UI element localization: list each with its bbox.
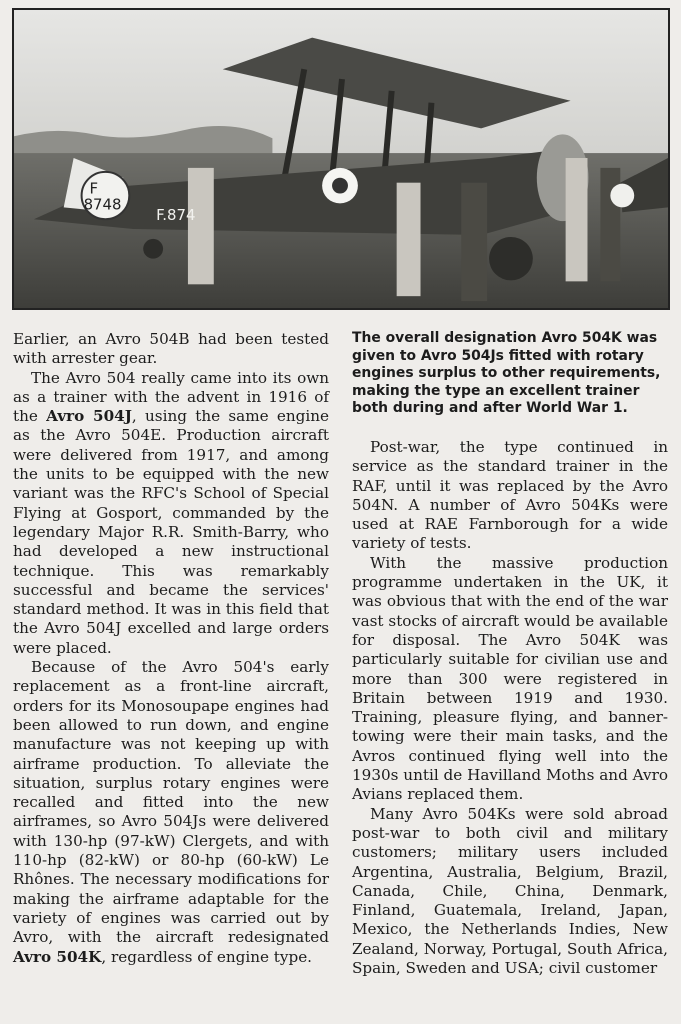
photo-caption: The overall designation Avro 504K was given to Avro 504Js fitted with rotary engines surplus to other requirements, making the type an excellent trainer both during and after World War 1.	[352, 330, 661, 417]
paragraph-avro-504k: Because of the Avro 504's early replacement as a front-line aircraft, orders for its Monosoupape engines had been allowed to run down, and engine manufacture was not keeping up with airframe production. To alleviate the situation, surplus rotary engines were recalled and fitted into the new airframes, so Avro 504Js were delivered with 130-hp (97-kW) Clergets, and with 110-hp (82-kW) or 80-hp (60-kW) Le Rhônes. The necessary modifications for making the airframe adaptable for the variety of engines was carried out by Avro, with the aircraft redesignated Avro 504K, regardless of engine type.	[13, 658, 329, 966]
paragraph-production: With the massive production programme undertaken in the UK, it was obvious that with the end of the war vast stocks of aircraft would be available for disposal. The Avro 504K was particularly suitable for civilian use and more than 300 were registered in Britain between 1919 and 1930. Training, pleasure flying, and banner-towing were their main tasks, and the Avros continued flying well into the 1930s until de Havilland Moths and Avro Avians replaced them.	[352, 553, 668, 804]
paragraph-export: Many Avro 504Ks were sold abroad post-war to both civil and military customers; military users included Argentina, Australia, Belgium, Brazil, Canada, Chile, China, Denmark, Finland, Guatemala, Ireland, Japan, Mexico, the Netherlands Indies, New Zealand, Norway, Portugal, South Africa, Spain, Sweden and USA; civil customer	[352, 804, 668, 977]
right-column	[352, 330, 668, 978]
tail-serial-number: 8748	[83, 195, 122, 214]
left-column	[13, 330, 329, 967]
paragraph-post-war: Post-war, the type continued in service as the standard trainer in the RAF, until it was replaced by the Avro 504N. A number of Avro 504Ks were used at RAE Farnborough for a wide variety of tests.	[352, 437, 668, 553]
biplane-photo	[12, 8, 670, 310]
fuselage-serial: F.874	[156, 206, 196, 225]
tail-serial: F	[89, 179, 99, 198]
avro-504-biplane-image	[14, 10, 668, 308]
paragraph-avro-504j: The Avro 504 really came into its own as a trainer with the advent in 1916 of the Avro 504J, using the same engine as the Avro 504E. Production aircraft were delivered from 1917, and among the units to be equipped with the new variant was the RFC's School of Special Flying at Gosport, commanded by the legendary Major R.R. Smith-Barry, who had developed a new instructional technique. This was remarkably successful and became the services' standard method. It was in this field that the Avro 504J excelled and large orders were placed.	[13, 368, 329, 657]
paragraph-avro-504b: Earlier, an Avro 504B had been tested with arrester gear.	[13, 330, 329, 368]
